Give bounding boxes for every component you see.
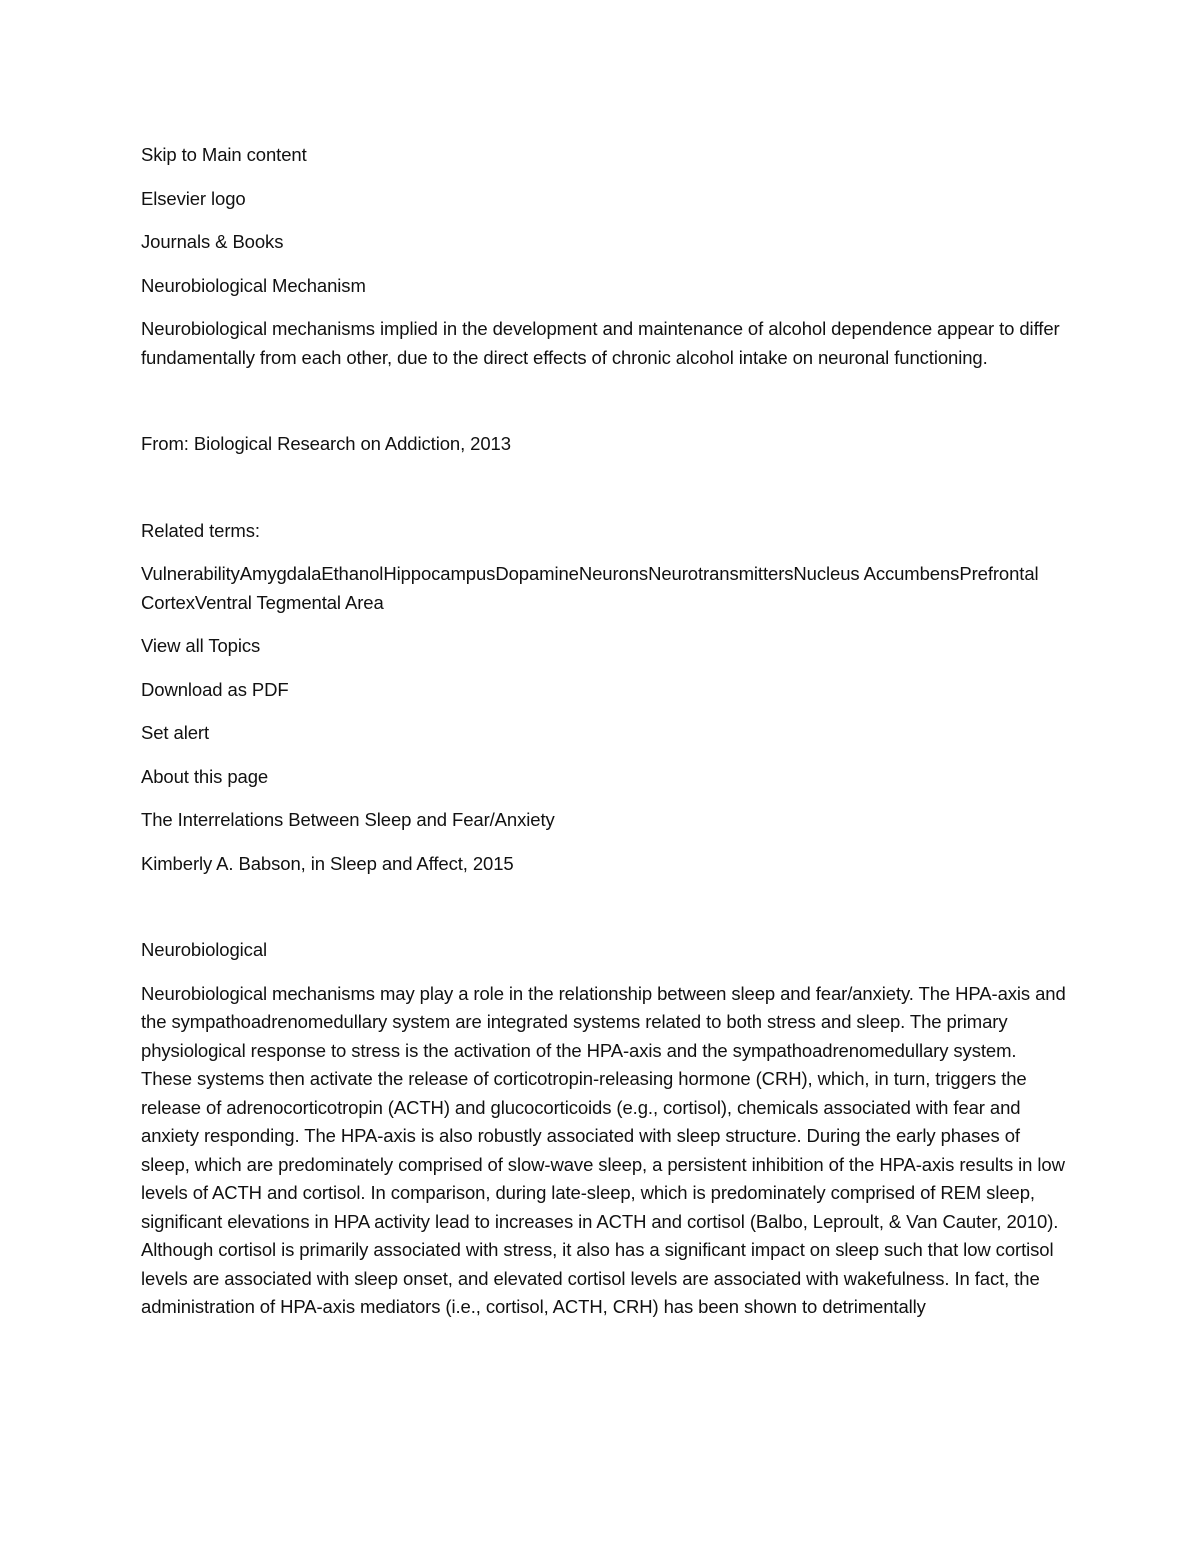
related-terms-label: Related terms:: [141, 519, 260, 541]
related-term-link[interactable]: Amygdala: [239, 563, 322, 584]
related-term-link[interactable]: Prefrontal Cortex: [141, 563, 1039, 613]
chapter-byline: Kimberly A. Babson, in Sleep and Affect, 2015: [141, 852, 514, 874]
related-term-link[interactable]: Vulnerability: [141, 563, 240, 584]
elsevier-logo[interactable]: Elsevier logo: [141, 187, 246, 209]
view-all-topics-link[interactable]: View all Topics: [141, 635, 261, 656]
topic-title: Neurobiological Mechanism: [141, 274, 366, 296]
related-term-link[interactable]: Neurons: [578, 563, 649, 584]
section-heading: Neurobiological: [141, 939, 268, 960]
section-body: Neurobiological mechanisms may play a role in the relationship between sleep and fear/anxiety. The HPA-axis and the sympathoadrenomedullary system are integrated systems related to both stress and sleep. The primary physiological response to stress is the activation of the HPA-axis and the sympathoadrenomedullary system. These systems then activate the release of corticotropin-releasing hormone (CRH), which, in turn, triggers the release of adrenocorticotropin (ACTH) and glucocorticoids (e.g., cortisol), chemicals associated with fear and anxiety responding. The HPA-axis is also robustly associated with sleep structure. During the early phases of sleep, which are predominately comprised of slow-wave sleep, a persistent inhibition of the HPA-axis results in low levels of ACTH and cortisol. In comparison, during late-sleep, which is predominately comprised of REM sleep, significant elevations in HPA activity lead to increases in ACTH and cortisol (Balbo, Leproult, & Van Cauter, 2010). Although cortisol is primarily associated with stress, it also has a significant impact on sleep such that low cortisol levels are associated with sleep onset, and elevated cortisol levels are associated with wakefulness. In fact, the administration of HPA-axis mediators (i.e., cortisol, ACTH, CRH) has been shown to detrimentally: [141, 982, 1066, 1317]
related-term-link[interactable]: Nucleus Accumbens: [793, 563, 960, 584]
topic-source[interactable]: From: Biological Research on Addiction, 2013: [141, 433, 511, 454]
download-pdf-button[interactable]: Download as PDF: [141, 678, 289, 700]
skip-to-main-link[interactable]: Skip to Main content: [141, 144, 307, 165]
related-term-link[interactable]: Hippocampus: [383, 563, 496, 584]
about-page-link[interactable]: About this page: [141, 765, 269, 787]
related-terms-list: [141, 560, 1066, 617]
related-term-link[interactable]: Ethanol: [321, 563, 384, 584]
chapter-title-link[interactable]: The Interrelations Between Sleep and Fear/Anxiety: [141, 809, 555, 830]
set-alert-button[interactable]: Set alert: [141, 722, 209, 743]
related-term-link[interactable]: Dopamine: [495, 563, 579, 584]
journals-books-link[interactable]: Journals & Books: [141, 231, 284, 252]
document-page: [141, 141, 1066, 1322]
related-term-link[interactable]: Neurotransmitters: [648, 563, 794, 584]
related-term-link[interactable]: Ventral Tegmental Area: [194, 591, 384, 613]
topic-definition: Neurobiological mechanisms implied in the development and maintenance of alcohol dependence appear to differ fundamentally from each other, due to the direct effects of chronic alcohol intake on neuronal functioning.: [141, 318, 1060, 368]
